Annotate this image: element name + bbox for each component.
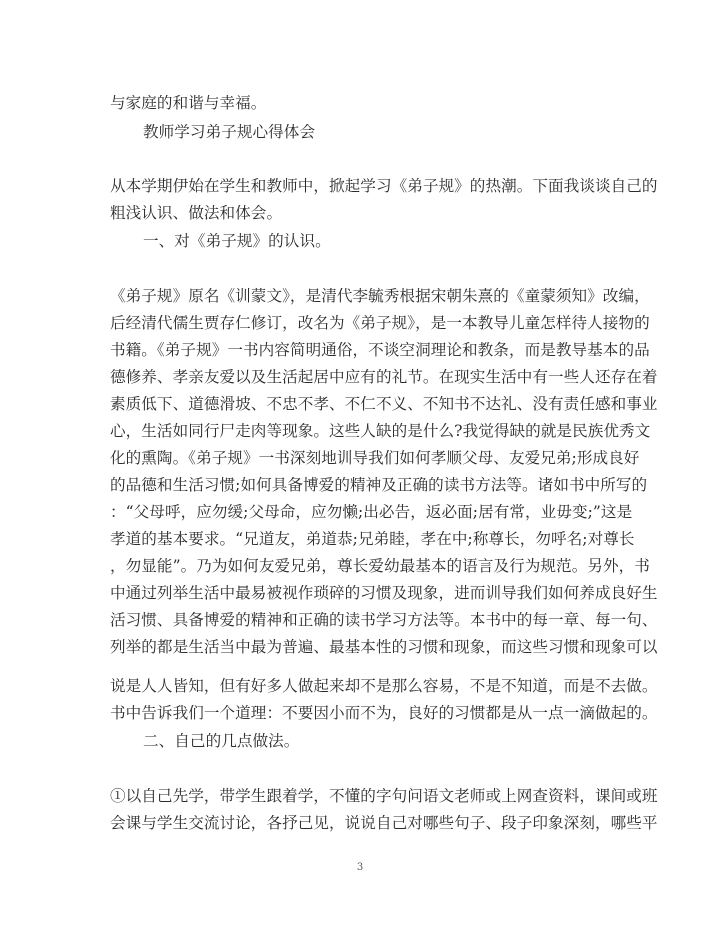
- text-line: 孝道的基本要求。“兄道友，弟道恭;兄弟睦，孝在中;称尊长，勿呼名;对尊长: [110, 530, 635, 548]
- text-line: 说是人人皆知，但有好多人做起来却不是那么容易，不是不知道，而是不去做。: [110, 677, 658, 695]
- text-line: 会课与学生交流讨论，各抒己见，说说自己对哪些句子、段子印象深刻，哪些平: [110, 814, 658, 832]
- text-line: 列举的都是生活当中最为普遍、最基本性的习惯和现象，而这些习惯和现象可以: [110, 638, 658, 656]
- text-line: 与家庭的和谐与幸福。: [110, 94, 267, 112]
- section-heading-line: 一、对《弟子规》的认识。: [143, 232, 331, 250]
- text-line: 的品德和生活习惯;如何具备博爱的精神及正确的读书方法等。诸如书中所写的: [110, 476, 648, 494]
- text-line: 后经清代儒生贾存仁修订，改名为《弟子规》，是一本教导儿童怎样待人接物的: [110, 314, 650, 332]
- text-line: 中通过列举生活中最易被视作琐碎的习惯及现象，进而训导我们如何养成良好生: [110, 584, 658, 602]
- text-line: 书中告诉我们一个道理：不要因小而不为，良好的习惯都是从一点一滴做起的。: [110, 704, 658, 722]
- text-line: 素质低下、道德滑坡、不忠不孝、不仁不义、不知书不达礼、没有责任感和事业: [110, 395, 658, 413]
- section-heading-line: 二、自己的几点做法。: [143, 732, 300, 750]
- text-line: 活习惯、具备博爱的精神和正确的读书学习方法等。本书中的每一章、每一句、: [110, 611, 658, 629]
- text-line: ，勿显能”。乃为如何友爱兄弟，尊长爱幼最基本的语言及行为规范。另外，书: [110, 557, 650, 575]
- section-heading-line: 教师学习弟子规心得体会: [143, 123, 316, 141]
- text-line: 《弟子规》原名《训蒙文》，是清代李毓秀根据宋朝朱熹的《童蒙须知》改编，: [110, 287, 650, 305]
- text-line: 从本学期伊始在学生和教师中，掀起学习《弟子规》的热潮。下面我谈谈自己的: [110, 177, 658, 195]
- text-line: 粗浅认识、做法和体会。: [110, 204, 283, 222]
- text-line: 化的熏陶。《弟子规》一书深刻地训导我们如何孝顺父母、友爱兄弟;形成良好: [110, 449, 640, 467]
- text-line: 德修养、孝亲友爱以及生活起居中应有的礼节。在现实生活中有一些人还存在着: [110, 368, 658, 386]
- text-line: ①以自己先学，带学生跟着学，不懂的字句问语文老师或上网查资料，课间或班: [110, 787, 658, 805]
- page-number: 3: [356, 862, 364, 873]
- text-line: ：“父母呼，应勿缓;父母命，应勿懒;出必告，返必面;居有常，业毋变;”这是: [110, 503, 633, 521]
- text-line: 心，生活如同行尸走肉等现象。这些人缺的是什么?我觉得缺的就是民族优秀文: [110, 422, 651, 440]
- text-line: 书籍。《弟子规》一书内容简明通俗，不谈空洞理论和教条，而是教导基本的品: [110, 341, 650, 359]
